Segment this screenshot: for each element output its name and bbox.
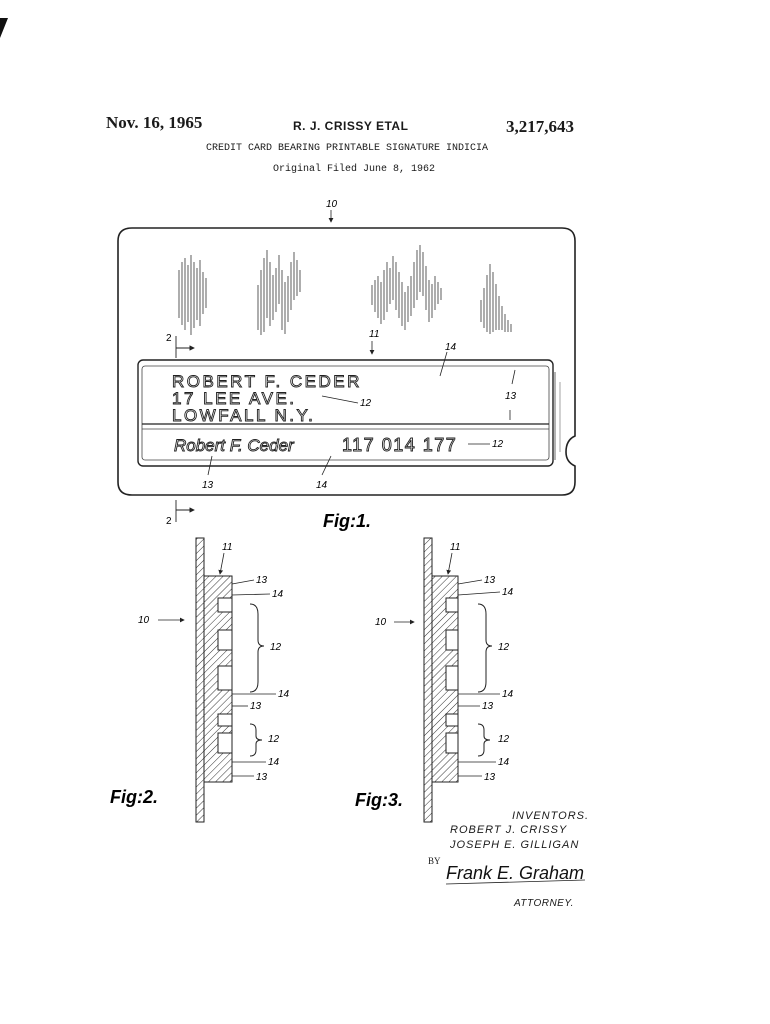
inventors-label: INVENTORS. [512, 810, 590, 822]
section-marker-top [176, 336, 194, 358]
reference-numeral: 10 [375, 617, 387, 628]
waveform-4 [481, 264, 511, 334]
by-label: BY [428, 856, 441, 866]
waveform-2 [258, 250, 300, 335]
fig1-caption: Fig:1. [323, 511, 371, 531]
reference-numeral: 13 [505, 391, 517, 402]
reference-numeral: 14 [502, 689, 514, 700]
card-account-number: 117 014 177 [342, 435, 458, 455]
fig1-drawing [118, 199, 575, 527]
fig3-caption: Fig:3. [355, 790, 403, 810]
reference-numeral: 12 [360, 398, 372, 409]
inventor-name-2: JOSEPH E. GILLIGAN [450, 839, 580, 851]
card-name: ROBERT F. CEDER [172, 372, 362, 391]
card-street: 17 LEE AVE. [172, 389, 297, 408]
attorney-signature: Frank E. Graham [446, 863, 585, 883]
reference-numeral: 14 [498, 757, 510, 768]
reference-numeral: 12 [498, 642, 510, 653]
section-marker-bottom [176, 500, 194, 522]
inventors-short: R. J. CRISSY ETAL [293, 119, 409, 133]
fig3-drawing [375, 538, 514, 822]
reference-numeral: 14 [268, 757, 280, 768]
inventor-name-1: ROBERT J. CRISSY [450, 824, 568, 836]
waveform-1 [179, 255, 206, 335]
patent-date: Nov. 16, 1965 [106, 113, 203, 132]
reference-numeral: 12 [270, 642, 282, 653]
reference-numeral: 14 [502, 587, 514, 598]
reference-numeral: 13 [202, 480, 214, 491]
reference-numeral: 13 [482, 701, 494, 712]
waveform-indicia [179, 245, 511, 335]
reference-numeral: 13 [256, 575, 268, 586]
reference-numeral: 13 [256, 772, 268, 783]
reference-numeral: 14 [316, 480, 328, 491]
card-signature: Robert F. Ceder [174, 436, 294, 455]
reference-numeral: 11 [450, 542, 461, 553]
reference-numeral: 11 [222, 542, 233, 553]
reference-numeral: 12 [268, 734, 280, 745]
attorney-label: ATTORNEY. [514, 898, 574, 909]
fig2-drawing [138, 538, 290, 822]
waveform-3 [372, 245, 441, 330]
reference-numeral: 14 [272, 589, 284, 600]
reference-numeral: 13 [250, 701, 262, 712]
reference-numeral: 10 [138, 615, 150, 626]
reference-numeral: 14 [278, 689, 290, 700]
reference-numeral: 14 [445, 342, 457, 353]
reference-numeral: 2 [166, 333, 172, 344]
reference-numeral: 12 [492, 439, 504, 450]
reference-numeral: 13 [484, 772, 496, 783]
reference-numeral: 11 [369, 329, 380, 340]
reference-numeral: 10 [326, 199, 338, 210]
card-city: LOWFALL N.Y. [172, 406, 316, 425]
patent-title: CREDIT CARD BEARING PRINTABLE SIGNATURE INDICIA [206, 143, 489, 154]
patent-number: 3,217,643 [506, 117, 574, 136]
fig2-caption: Fig:2. [110, 787, 158, 807]
filing-date: Original Filed June 8, 1962 [273, 164, 436, 175]
reference-numeral: 13 [484, 575, 496, 586]
reference-numeral: 12 [498, 734, 510, 745]
reference-numeral: 2 [166, 516, 172, 527]
